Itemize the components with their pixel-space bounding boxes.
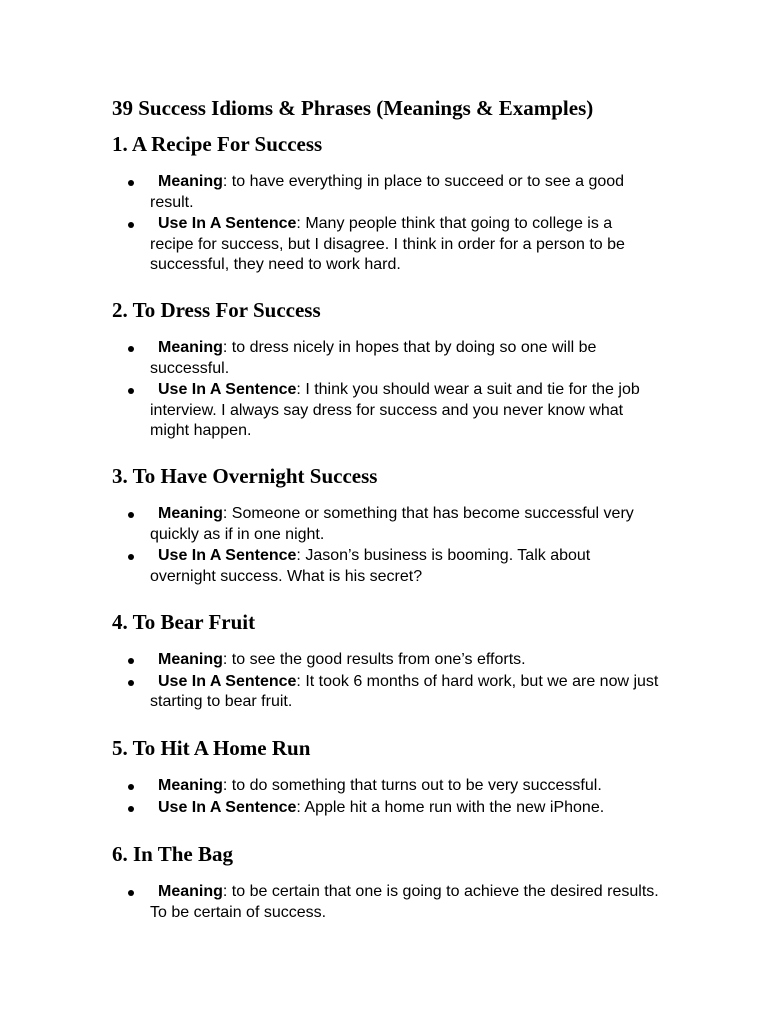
- bullet-icon: [128, 512, 134, 518]
- bullet-icon: [128, 388, 134, 394]
- meaning-label: Meaning: [158, 883, 223, 900]
- example-item: [0, 546, 660, 587]
- section-heading: 4. To Bear Fruit: [112, 610, 256, 634]
- section-heading: 5. To Hit A Home Run: [112, 736, 311, 760]
- example-item: [0, 380, 660, 442]
- example-label: Use In A Sentence: [158, 381, 297, 398]
- example-label: Use In A Sentence: [158, 798, 297, 816]
- bullet-list: [0, 338, 768, 443]
- example-label: Use In A Sentence: [158, 215, 297, 232]
- meaning-label: Meaning: [158, 173, 223, 190]
- example-text: : Apple hit a home run with the new iPhone.: [296, 798, 605, 816]
- example-item: [0, 798, 660, 819]
- bullet-icon: [128, 658, 134, 664]
- meaning-label: Meaning: [158, 651, 223, 668]
- bullet-list: [0, 882, 768, 924]
- bullet-icon: [128, 180, 134, 186]
- meaning-text: : to do something that turns out to be very successful.: [222, 777, 602, 794]
- meaning-text: : to have everything in place to succeed or to see a good result.: [150, 173, 625, 211]
- meaning-item: [0, 338, 660, 379]
- meaning-item: [0, 776, 660, 797]
- example-label: Use In A Sentence: [158, 547, 297, 564]
- meaning-item: [0, 172, 660, 213]
- document-title: 39 Success Idioms & Phrases (Meanings & Examples): [112, 96, 594, 120]
- meaning-text: : to dress nicely in hopes that by doing so one will be successful.: [150, 339, 597, 377]
- bullet-list: [0, 650, 768, 714]
- bullet-icon: [128, 680, 134, 686]
- section-heading: 2. To Dress For Success: [112, 298, 321, 322]
- bullet-list: [0, 504, 768, 588]
- meaning-text: : Someone or something that has become successful very quickly as if in one night.: [150, 505, 634, 543]
- bullet-icon: [128, 554, 134, 560]
- example-item: [0, 672, 660, 713]
- meaning-label: Meaning: [158, 339, 223, 356]
- meaning-label: Meaning: [158, 777, 223, 794]
- bullet-icon: [128, 890, 134, 896]
- section-heading: 6. In The Bag: [112, 842, 233, 866]
- example-item: [0, 214, 660, 276]
- meaning-item: [0, 504, 660, 545]
- bullet-list: [0, 172, 768, 277]
- meaning-label: Meaning: [158, 505, 223, 522]
- meaning-text: : to see the good results from one’s efforts.: [222, 651, 526, 668]
- bullet-list: [0, 776, 768, 819]
- example-text: : Many people think that going to college is a recipe for success, but I disagree. I think in order for a person to be successful, they need to work hard.: [150, 215, 625, 273]
- example-text: : Jason’s business is booming. Talk about overnight success. What is his secret?: [150, 547, 591, 585]
- meaning-text: : to be certain that one is going to achieve the desired results. To be certain of success.: [150, 883, 659, 921]
- example-label: Use In A Sentence: [158, 672, 297, 690]
- section-heading: 1. A Recipe For Success: [112, 132, 323, 156]
- bullet-icon: [128, 222, 134, 228]
- example-text: : I think you should wear a suit and tie for the job interview. I always say dress for success and you never know what might happen.: [150, 381, 640, 439]
- meaning-item: [0, 650, 660, 671]
- bullet-icon: [128, 784, 134, 790]
- example-text: : It took 6 months of hard work, but we are now just starting to bear fruit.: [150, 672, 659, 710]
- bullet-icon: [128, 806, 134, 812]
- bullet-icon: [128, 346, 134, 352]
- section-heading: 3. To Have Overnight Success: [112, 464, 378, 488]
- meaning-item: [0, 882, 660, 923]
